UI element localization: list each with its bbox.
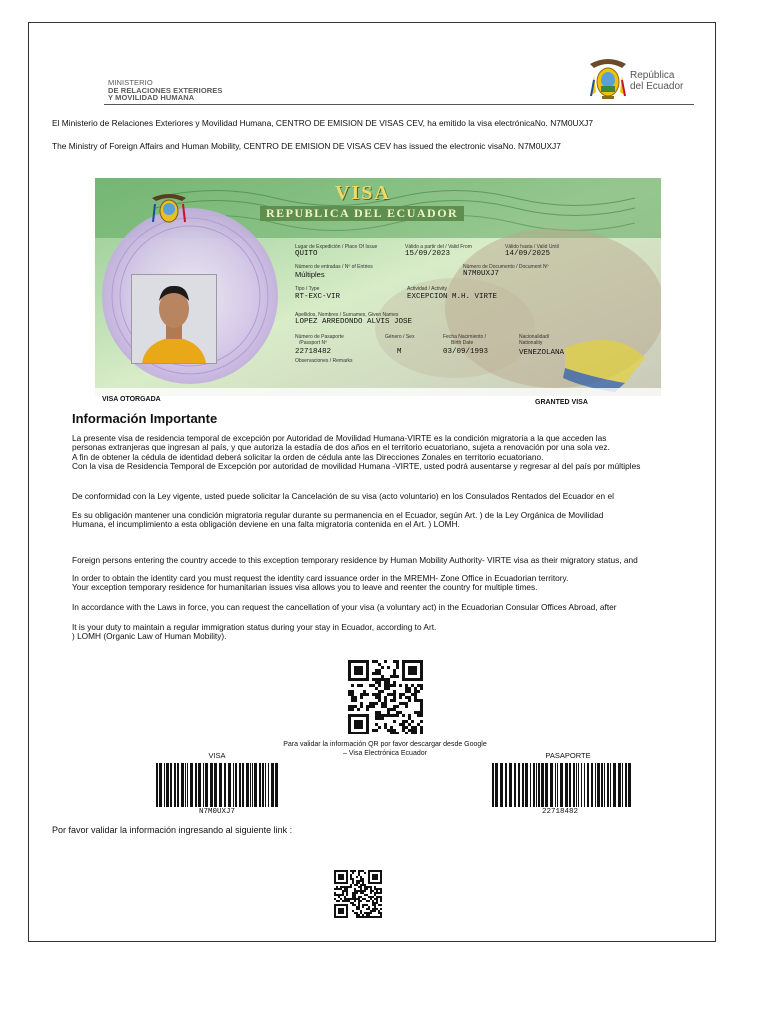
type-value: RT-EXC-VIR bbox=[295, 293, 341, 301]
logo-line: del Ecuador bbox=[630, 81, 684, 92]
ministry-line: Y MOVILIDAD HUMANA bbox=[108, 93, 195, 102]
barcode-passport-value: 22718482 bbox=[541, 808, 578, 816]
holder-portrait-icon bbox=[132, 275, 216, 363]
visa-barcode-icon bbox=[156, 763, 278, 807]
holder-photo bbox=[131, 274, 217, 364]
info-paragraph-6: In accordance with the Laws in force, you can request the cancellation of your visa (a voluntary act) in the Ecuadorian Consular Offices Abroad, after bbox=[72, 602, 617, 612]
ministry-line: MINISTERIO bbox=[108, 78, 153, 87]
doc-number-value: N7M0UXJ7 bbox=[463, 270, 500, 278]
qr-code-icon bbox=[348, 660, 428, 734]
info-paragraph-5: In order to obtain the identity card you must request the identity card issuance order in the MREMH- Zone Office in Ecuadorian territory. Your exception temporary residence for humanitarian issues visa allows you to leave and reenter the country for multiple times. bbox=[72, 573, 569, 593]
validate-link-text: Por favor validar la información ingresando al siguiente link : bbox=[52, 825, 293, 835]
header-divider bbox=[104, 104, 694, 105]
passport-label: Número de Pasaporte bbox=[295, 334, 344, 340]
passport-barcode-icon bbox=[492, 763, 632, 807]
names-value: LOPEZ ARREDONDO ALVIS JOSE bbox=[295, 318, 413, 326]
nationality-label-en: Nationality bbox=[519, 340, 543, 346]
logo-line: República bbox=[630, 70, 675, 81]
info-paragraph-2: De conformidad con la Ley vigente, usted puede solicitar la Cancelación de su visa (acto voluntario) en los Consulados Rentados del Ecuador en el bbox=[72, 491, 614, 501]
place-label: Lugar de Expedición / Place Of Issue bbox=[295, 244, 378, 250]
ministry-logo-text bbox=[108, 79, 223, 102]
valid-from-label: Válido a partir del / Valid From bbox=[405, 244, 472, 250]
birth-label: Fecha Nacimiento / bbox=[443, 334, 487, 340]
place-value: QUITO bbox=[295, 250, 318, 258]
observations-label: Observaciones / Remarks bbox=[295, 358, 353, 364]
validation-qr-icon[interactable] bbox=[334, 870, 382, 918]
info-paragraph-7: It is your duty to maintain a regular immigration status during your stay in Ecuador, according to Art. ) LOMH (Organic Law of Human Mobility). bbox=[72, 622, 437, 642]
barcode-visa-value: N7M0UXJ7 bbox=[198, 808, 235, 816]
visa-sticker bbox=[95, 178, 661, 396]
info-paragraph-3: Es su obligación mantener una condición migratoria regular durante su permanencia en el Ecuador, según Art. ) de la Ley Orgánica de Movilidad Humana, el incumplimiento a esta obligación deviene en una falta migratoria contenida en el Art. ) LOMH. bbox=[72, 510, 604, 530]
passport-value: 22718482 bbox=[295, 348, 332, 356]
intro-es: El Ministerio de Relaciones Exteriores y Movilidad Humana, CENTRO DE EMISION DE VISAS CEV, ha emitido la visa electrónicaNo. N7M0UXJ7 bbox=[52, 118, 594, 128]
important-info-title: Información Importante bbox=[72, 411, 218, 426]
info-paragraph-1: La presente visa de residencia temporal de excepción por Autoridad de Movilidad Humana-VIRTE es la condición migratoria a la que acceden las personas extranjeras que ingresan al país, y que autoriza la estadía de dos años en el territorio ecuatoriano, sujeta a renovación por una sola vez. A fin de obtener la cédula de identidad deberá solicitar la orden de cédula ante las Direcciones Zonales en territorio ecuatoriano. Con la visa de Residencia Temporal de Excepción por autoridad de movilidad Humana -VIRTE, usted podrá ausentarse y regresar al del país por múltiples bbox=[72, 433, 641, 472]
visa-coat-of-arms-icon bbox=[150, 192, 188, 226]
sex-label: Género / Sex bbox=[385, 334, 415, 340]
valid-until-label: Válido hasta / Valid Until bbox=[505, 244, 559, 250]
visa-granted-es: VISA OTORGADA bbox=[102, 396, 161, 403]
intro-en: The Ministry of Foreign Affairs and Human Mobility, CENTRO DE EMISION DE VISAS CEV has issued the electronic visaNo. N7M0UXJ7 bbox=[52, 141, 561, 151]
birth-value: 03/09/1993 bbox=[443, 348, 489, 356]
qr-instructions: Para validar la información QR por favor descargar desde Google – Visa Electrónica Ecuador bbox=[283, 741, 487, 757]
coat-of-arms-icon bbox=[586, 56, 630, 102]
birth-label-en: Birth Date bbox=[451, 340, 474, 346]
nationality-label: Nacionalidad/ bbox=[519, 334, 550, 340]
activity-value: EXCEPCION M.H. VIRTE bbox=[407, 293, 498, 301]
valid-until-value: 14/09/2025 bbox=[505, 250, 551, 258]
visa-title: VISA bbox=[335, 182, 391, 204]
entries-value: Múltiples bbox=[295, 270, 325, 279]
barcode-visa-label: VISA bbox=[208, 751, 226, 760]
visa-subtitle: REPUBLICA DEL ECUADOR bbox=[260, 206, 464, 221]
info-paragraph-4: Foreign persons entering the country accede to this exception temporary residence by Human Mobility Authority- VIRTE visa as their migratory status, and bbox=[72, 555, 638, 565]
barcode-passport-label: PASAPORTE bbox=[545, 751, 591, 760]
doc-number-label: Número de Documento / Document Nº bbox=[463, 264, 549, 270]
activity-label: Actividad / Activity bbox=[407, 286, 448, 292]
republica-logo-text bbox=[630, 70, 683, 92]
valid-from-value: 15/09/2023 bbox=[405, 250, 451, 258]
names-label: Apellidos, Nombres / Surnames, Given Names bbox=[295, 312, 399, 318]
nationality-value: VENEZOLANA bbox=[519, 349, 565, 357]
visa-granted-en: GRANTED VISA bbox=[535, 399, 588, 406]
passport-label-en: /Passport Nº bbox=[299, 340, 327, 346]
sex-value: M bbox=[397, 348, 402, 356]
entries-label: Número de entradas / Nº of Entries bbox=[295, 264, 373, 270]
ministry-line: DE RELACIONES EXTERIORES bbox=[108, 85, 223, 95]
type-label: Tipo / Type bbox=[295, 286, 320, 292]
